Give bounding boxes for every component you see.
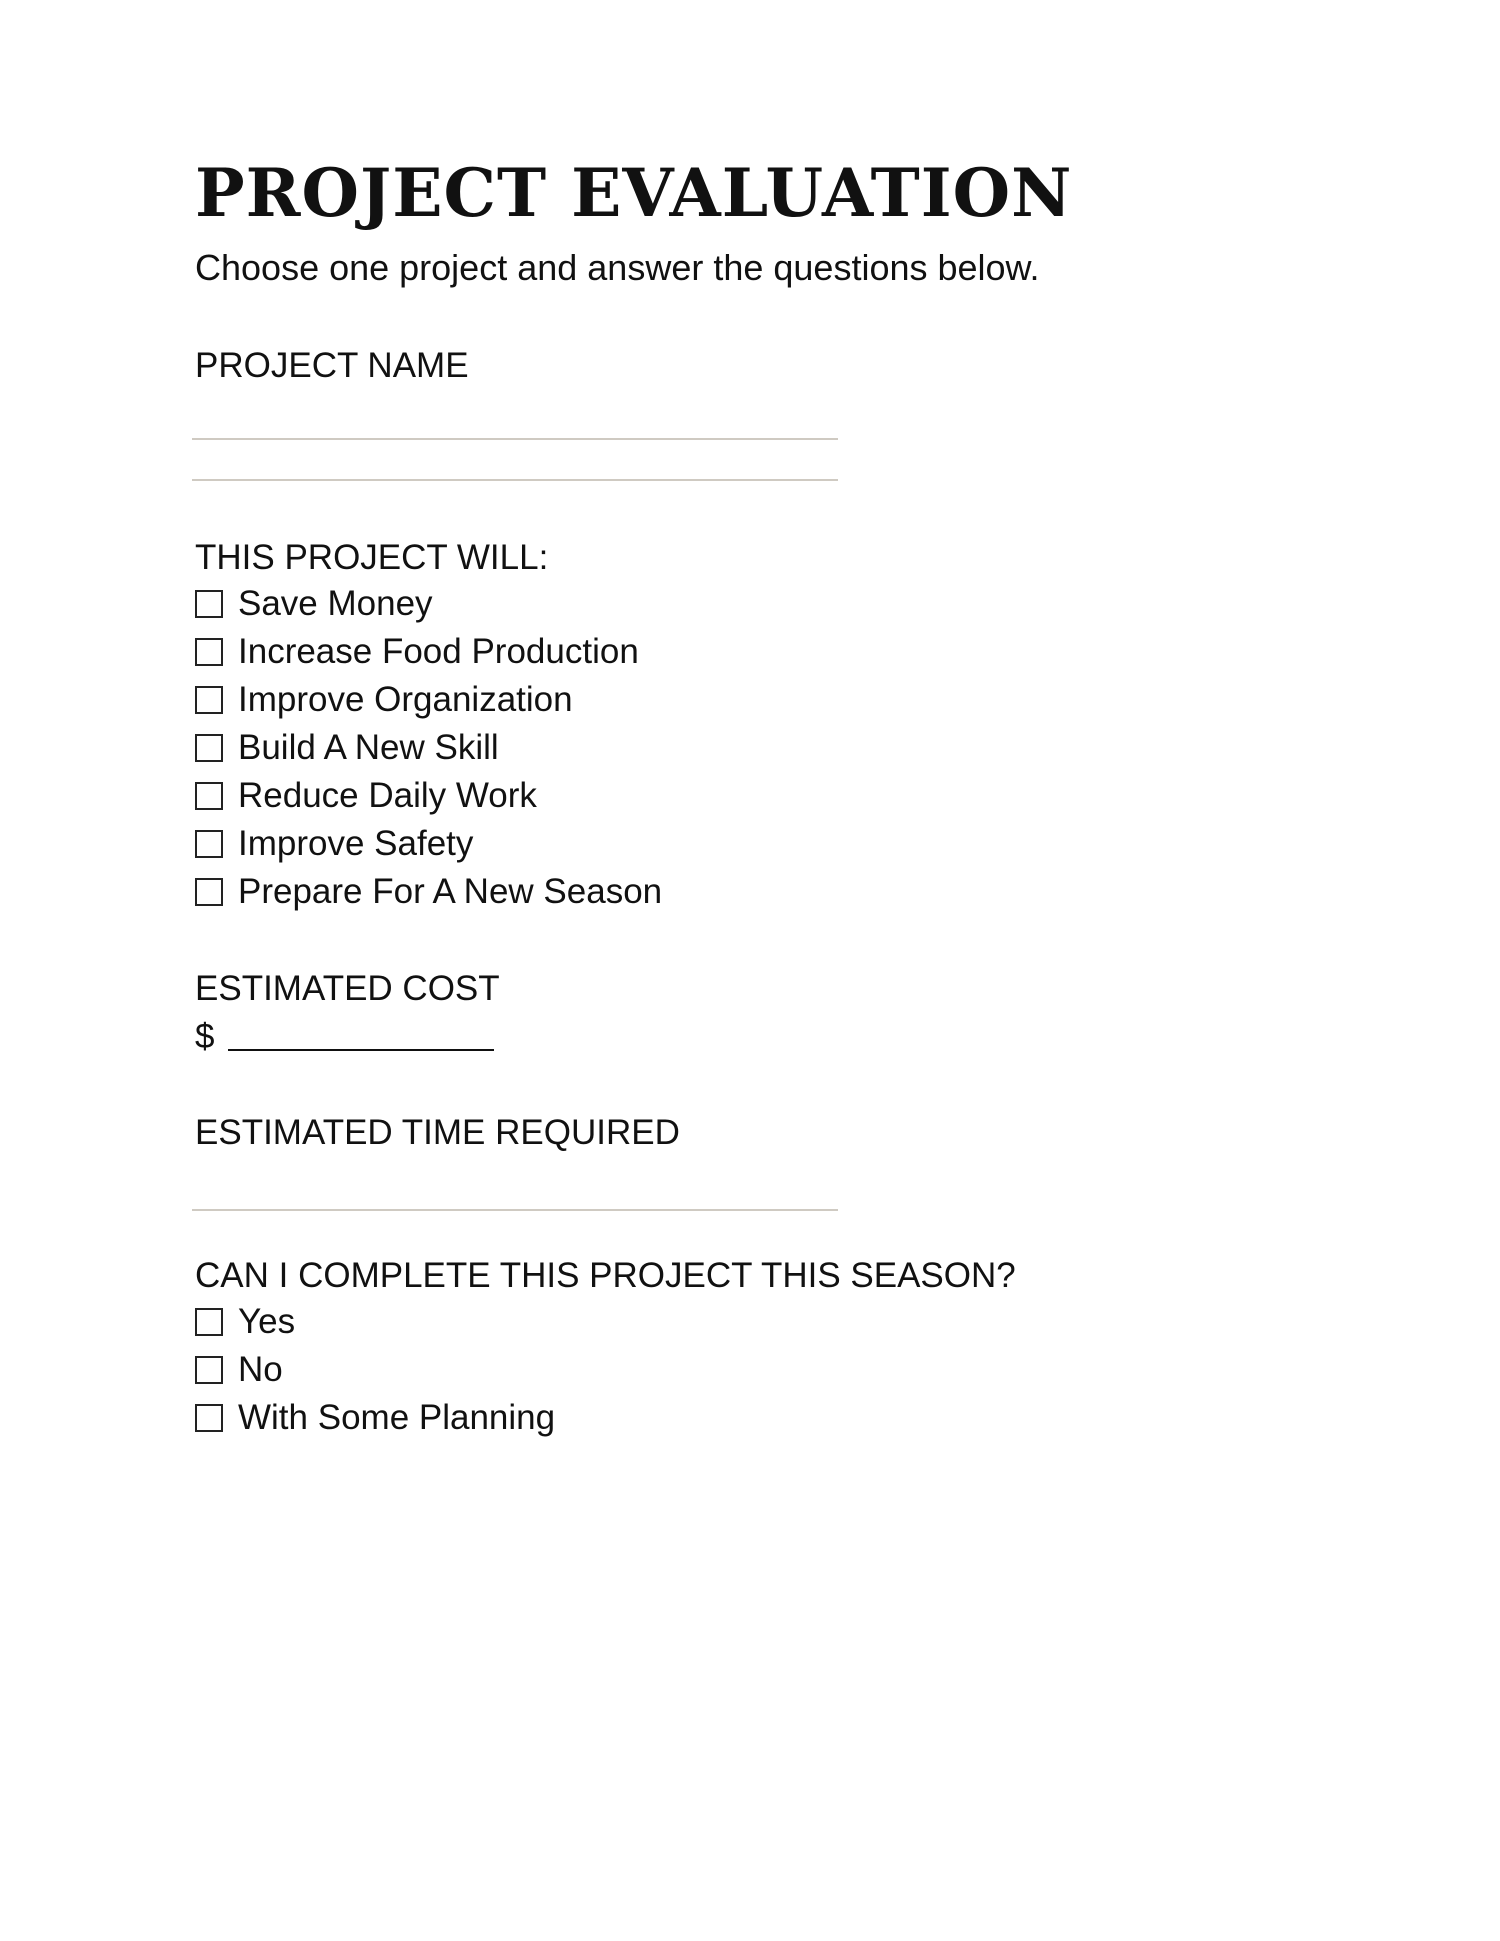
checkbox-icon[interactable]: [195, 878, 223, 906]
benefit-label: Prepare For A New Season: [238, 872, 663, 911]
instructions-text: Choose one project and answer the questions below.: [195, 247, 1040, 288]
checkbox-icon[interactable]: [195, 638, 223, 666]
completion-option-label: Yes: [238, 1302, 296, 1341]
checkbox-icon[interactable]: [195, 1356, 223, 1384]
completion-option-label: No: [238, 1350, 283, 1389]
benefit-label: Increase Food Production: [238, 632, 639, 671]
project-name-line-2[interactable]: [192, 479, 838, 481]
checkbox-icon[interactable]: [195, 734, 223, 762]
benefit-prepare-new-season[interactable]: [195, 868, 662, 916]
completion-option-label: With Some Planning: [238, 1398, 556, 1437]
completion-question: CAN I COMPLETE THIS PROJECT THIS SEASON?: [195, 1256, 1016, 1295]
estimated-cost-row: [195, 1015, 494, 1059]
completion-option-no[interactable]: [195, 1346, 555, 1394]
benefit-improve-safety[interactable]: [195, 820, 662, 868]
benefit-reduce-daily-work[interactable]: [195, 772, 662, 820]
checkbox-icon[interactable]: [195, 830, 223, 858]
checkbox-icon[interactable]: [195, 782, 223, 810]
page-title: PROJECT EVALUATION: [195, 154, 1073, 232]
benefit-increase-food-production[interactable]: [195, 628, 662, 676]
completion-option-yes[interactable]: [195, 1298, 555, 1346]
benefits-checklist: [195, 580, 662, 916]
benefit-build-new-skill[interactable]: [195, 724, 662, 772]
benefits-label: THIS PROJECT WILL:: [195, 538, 549, 577]
benefit-improve-organization[interactable]: [195, 676, 662, 724]
benefit-label: Improve Organization: [238, 680, 573, 719]
project-name-label: PROJECT NAME: [195, 346, 469, 385]
estimated-cost-label: ESTIMATED COST: [195, 969, 500, 1008]
benefit-save-money[interactable]: [195, 580, 662, 628]
benefit-label: Improve Safety: [238, 824, 474, 863]
project-name-line-1[interactable]: [192, 438, 838, 440]
checkbox-icon[interactable]: [195, 1308, 223, 1336]
completion-checklist: [195, 1298, 555, 1442]
estimated-time-label: ESTIMATED TIME REQUIRED: [195, 1113, 680, 1152]
checkbox-icon[interactable]: [195, 590, 223, 618]
benefit-label: Reduce Daily Work: [238, 776, 537, 815]
checkbox-icon[interactable]: [195, 1404, 223, 1432]
estimated-time-line[interactable]: [192, 1209, 838, 1211]
benefit-label: Save Money: [238, 584, 433, 623]
completion-option-with-planning[interactable]: [195, 1394, 555, 1442]
currency-symbol: $: [195, 1017, 215, 1056]
checkbox-icon[interactable]: [195, 686, 223, 714]
estimated-cost-field[interactable]: [228, 1019, 494, 1051]
benefit-label: Build A New Skill: [238, 728, 499, 767]
